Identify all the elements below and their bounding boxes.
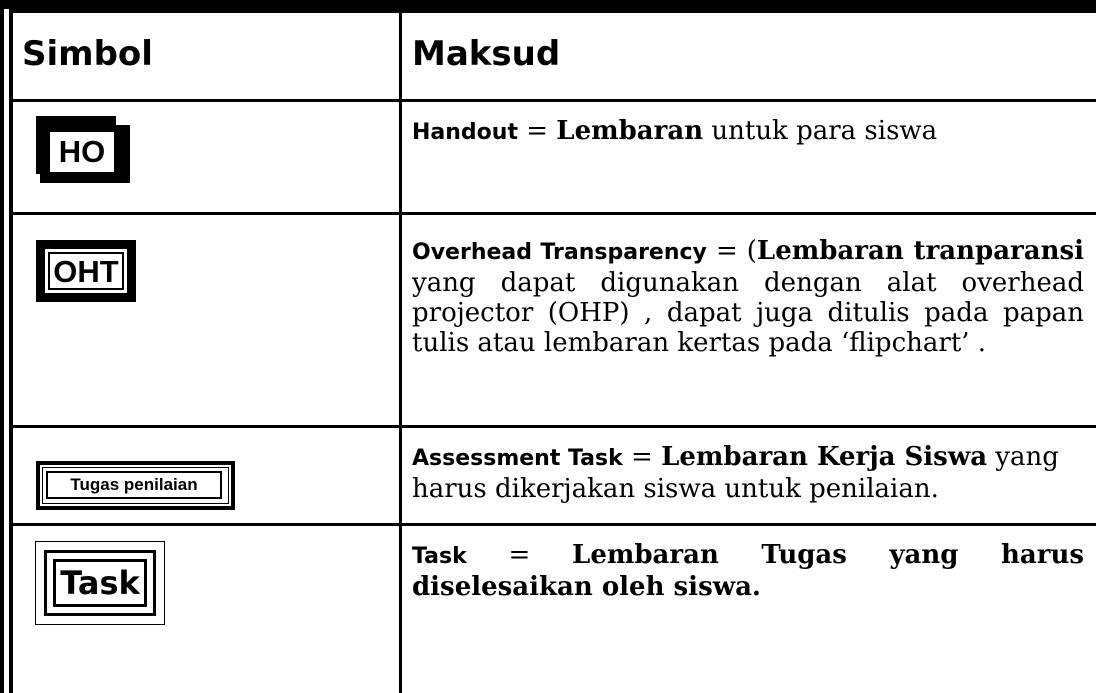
rest-text: yang harus dikerjakan siswa untuk penilaian. bbox=[412, 442, 1059, 504]
term: Assessment Task bbox=[412, 446, 623, 471]
term: Handout bbox=[412, 120, 518, 145]
task-label: Task bbox=[53, 559, 147, 607]
term: Task bbox=[412, 544, 467, 569]
column-divider bbox=[399, 9, 402, 693]
oht-label: OHT bbox=[48, 252, 124, 290]
row-oht-description bbox=[412, 236, 1084, 358]
table-top-inner-border bbox=[9, 9, 1096, 13]
bold-text: Lembaran Kerja Siswa bbox=[661, 442, 988, 472]
equals: = bbox=[631, 442, 653, 472]
row-assessment-description bbox=[412, 442, 1096, 504]
row-divider bbox=[9, 425, 1096, 428]
bold-text: Lembaran Tugas yang harus diselesaikan oleh siswa. bbox=[412, 540, 1084, 602]
row-divider bbox=[9, 212, 1096, 215]
table-left-inner-border bbox=[9, 9, 13, 693]
row-divider bbox=[9, 99, 1096, 102]
equals: = bbox=[508, 540, 531, 570]
table-top-border bbox=[0, 0, 1096, 9]
row-task-description bbox=[412, 540, 1084, 602]
row-divider bbox=[9, 523, 1096, 526]
table-left-border bbox=[0, 0, 4, 693]
ho-label: HO bbox=[48, 130, 116, 174]
equals: = ( bbox=[715, 236, 757, 266]
bold-text: Lembaran bbox=[556, 116, 704, 146]
tugas-penilaian-label: Tugas penilaian bbox=[46, 471, 222, 499]
equals: = bbox=[526, 116, 549, 146]
row-handout-description bbox=[412, 116, 1096, 148]
rest-text: yang dapat digunakan dengan alat overhead projector (OHP) , dapat juga ditulis pada papan tulis atau lembaran kertas pada ‘flipchart’ . bbox=[412, 268, 1084, 358]
rest-text: untuk para siswa bbox=[703, 116, 938, 146]
header-maksud: Maksud bbox=[412, 34, 561, 74]
term: Overhead Transparency bbox=[412, 240, 707, 265]
header-simbol: Simbol bbox=[22, 34, 153, 74]
bold-text: Lembaran tranparansi bbox=[756, 236, 1085, 266]
